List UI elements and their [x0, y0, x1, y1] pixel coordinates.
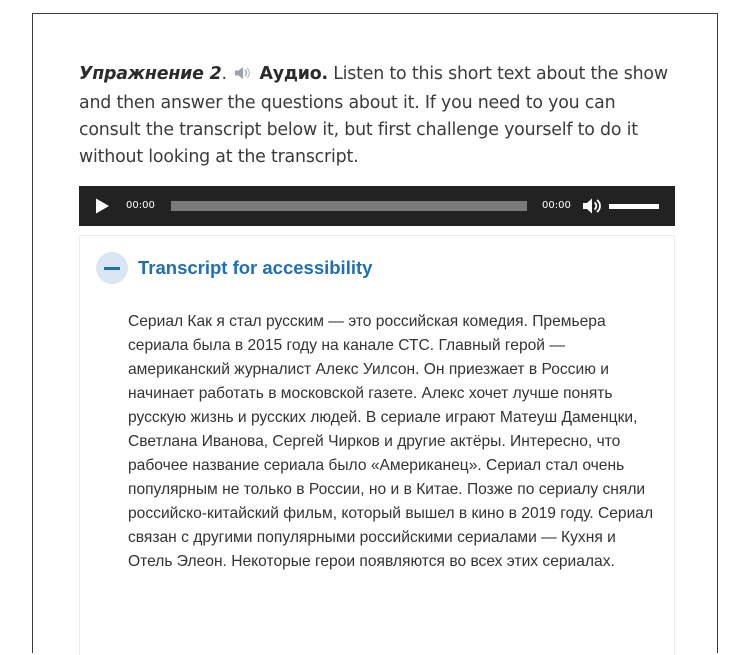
- exercise-title-suffix: .: [221, 64, 233, 84]
- volume-slider[interactable]: [609, 204, 659, 209]
- current-time: 00:00: [126, 200, 155, 211]
- minus-icon[interactable]: [96, 252, 128, 284]
- audio-label: Аудио.: [259, 64, 328, 84]
- transcript-toggle-heading[interactable]: Transcript for accessibility: [138, 257, 373, 278]
- play-icon: [93, 197, 111, 215]
- speaker-volume-icon: [581, 195, 603, 217]
- volume-fill: [609, 204, 659, 209]
- transcript-panel: [79, 235, 675, 655]
- play-button[interactable]: [93, 197, 111, 215]
- audio-player: [79, 186, 675, 226]
- mute-button[interactable]: [581, 195, 603, 217]
- transcript-text: Сериал Как я стал русским — это российская комедия. Премьера сериала была в 2015 году на канале СТС. Главный герой — американский журналист Алекс Уилсон. Он приезжает в Россию и начинает работать в московской газете. Алекс хочет лучше понять русскую жизнь и русских людей. В сериале играют Матеуш Даменцки, Светлана Иванова, Сергей Чирков и другие актёры. Интересно, что рабочее название сериала было «Американец». Сериал стал очень популярным не только в России, но и в Китае. Позже по сериалу сняли российско-китайский фильм, который вышел в кино в 2019 году. Сериал связан с другими популярными российскими сериалами — Кухня и Отель Элеон. Некоторые герои появляются во всех этих сериалах.: [128, 313, 654, 570]
- content-frame: [32, 13, 718, 653]
- exercise-title: Упражнение 2: [79, 64, 222, 84]
- speaker-icon: [234, 63, 252, 90]
- instructions-text: Listen to this short text about the show and then answer the questions about it. If you need to you can consult the transcript below it, but first challenge yourself to do it without looking at the transcript.: [79, 64, 668, 167]
- exercise-instructions: [79, 61, 679, 171]
- duration-time: 00:00: [542, 200, 571, 211]
- progress-slider[interactable]: [171, 201, 527, 211]
